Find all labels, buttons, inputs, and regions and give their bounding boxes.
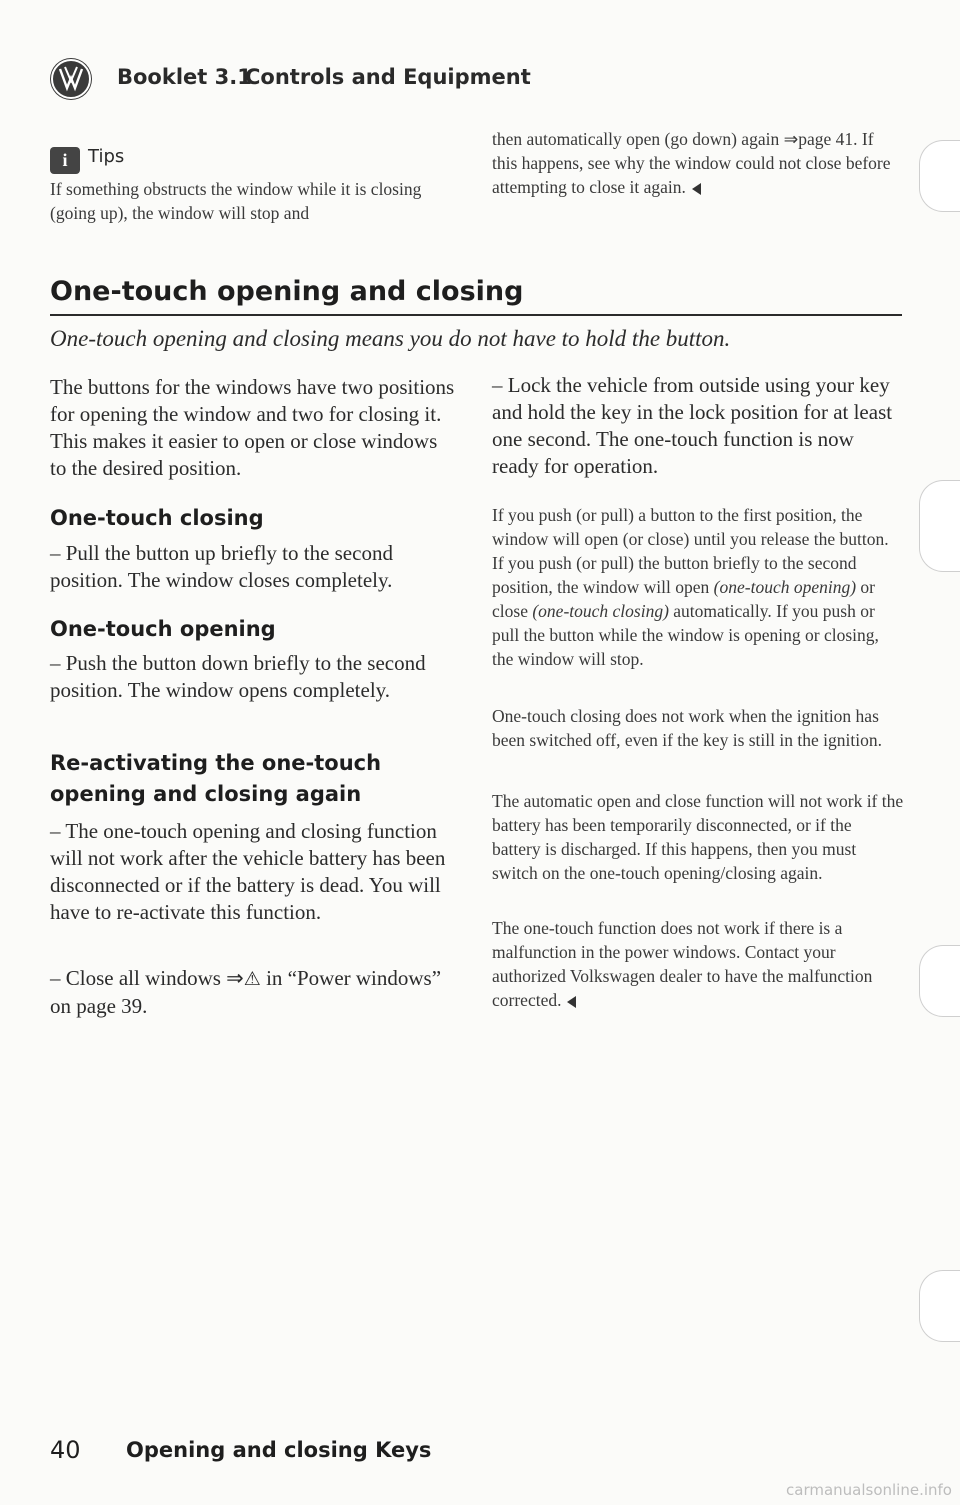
tips-label: Tips — [88, 146, 125, 167]
end-marker-icon — [692, 183, 701, 195]
p1-emphasis-opening: (one-touch opening) — [713, 577, 857, 597]
p1-emphasis-closing: (one-touch closing) — [532, 601, 669, 621]
reactivating-instruction: – The one-touch opening and closing function will not work after the vehicle battery has been disconnected or if the battery is dead. You will have to re-activate this function. — [50, 819, 446, 924]
p1-part-c: automatically. If you push or pull the button while the window is opening or closing, the window will stop. — [492, 601, 879, 669]
p1-part-a: If you push (or pull) a button to the first position, the window will open (or close) until you release the button. If you push (or pull) the button briefly to the second position, the window will open — [492, 505, 889, 597]
close-all-post: in “Power windows” on page 39. — [50, 966, 442, 1018]
section-divider — [50, 314, 902, 316]
vw-logo-icon — [50, 58, 92, 100]
button-positions-paragraph — [492, 503, 904, 671]
battery-paragraph: The automatic open and close function will not work if the battery has been temporarily disconnected, or if the battery is discharged. If this happens, then you must switch on the one-touch opening/closing again. — [492, 791, 904, 883]
info-icon: i — [50, 147, 80, 174]
heading-one-touch-opening: One-touch opening — [50, 617, 276, 641]
lock-vehicle-step: – Lock the vehicle from outside using your key and hold the key in the lock position for at least one second. The one-touch function is now ready for operation. — [492, 373, 893, 478]
tips-text-continued-body: then automatically open (go down) again ⇒page 41. If this happens, see why the window could not close before attempting to close it again. — [492, 129, 891, 197]
edge-tab — [919, 480, 960, 572]
header-title: Controls and Equipment — [245, 65, 531, 89]
section-title: One-touch opening and closing — [50, 276, 524, 307]
intro-paragraph: The buttons for the windows have two positions for opening the window and two for closing it. This makes it easier to open or close windows to the desired position. — [50, 375, 455, 480]
closing-instruction: – Pull the button up briefly to the second position. The window closes completely. — [50, 541, 393, 592]
opening-instruction: – Push the button down briefly to the second position. The window opens completely. — [50, 651, 426, 702]
heading-reactivating: Re-activating the one-touch opening and closing again — [50, 751, 382, 806]
warning-icon[interactable]: ⚠ — [243, 969, 261, 990]
p1-part-b: or close — [492, 577, 875, 621]
close-all-pre: – Close all windows ⇒ — [50, 966, 244, 990]
ignition-paragraph: One-touch closing does not work when the ignition has been switched off, even if the key is still in the ignition. — [492, 706, 882, 750]
footer-title: Opening and closing Keys — [126, 1438, 432, 1462]
close-all-windows-instruction — [50, 965, 460, 1020]
malfunction-paragraph — [492, 916, 904, 1012]
section-subtitle: One-touch opening and closing means you do not have to hold the button. — [50, 326, 731, 351]
edge-tab — [919, 945, 960, 1017]
edge-tab — [919, 1270, 960, 1342]
page-number: 40 — [50, 1436, 81, 1464]
edge-tab — [919, 140, 960, 212]
heading-one-touch-closing: One-touch closing — [50, 506, 264, 530]
end-marker-icon — [567, 996, 576, 1008]
watermark: carmanualsonline.info — [786, 1481, 952, 1499]
malfunction-text: The one-touch function does not work if there is a malfunction in the power windows. Contact your authorized Volkswagen dealer to have the malfunction corrected. — [492, 918, 873, 1010]
tips-text-continued — [492, 127, 892, 199]
header-booklet: Booklet 3.1 — [117, 65, 252, 89]
tips-text: If something obstructs the window while it is closing (going up), the window will stop and — [50, 179, 422, 223]
